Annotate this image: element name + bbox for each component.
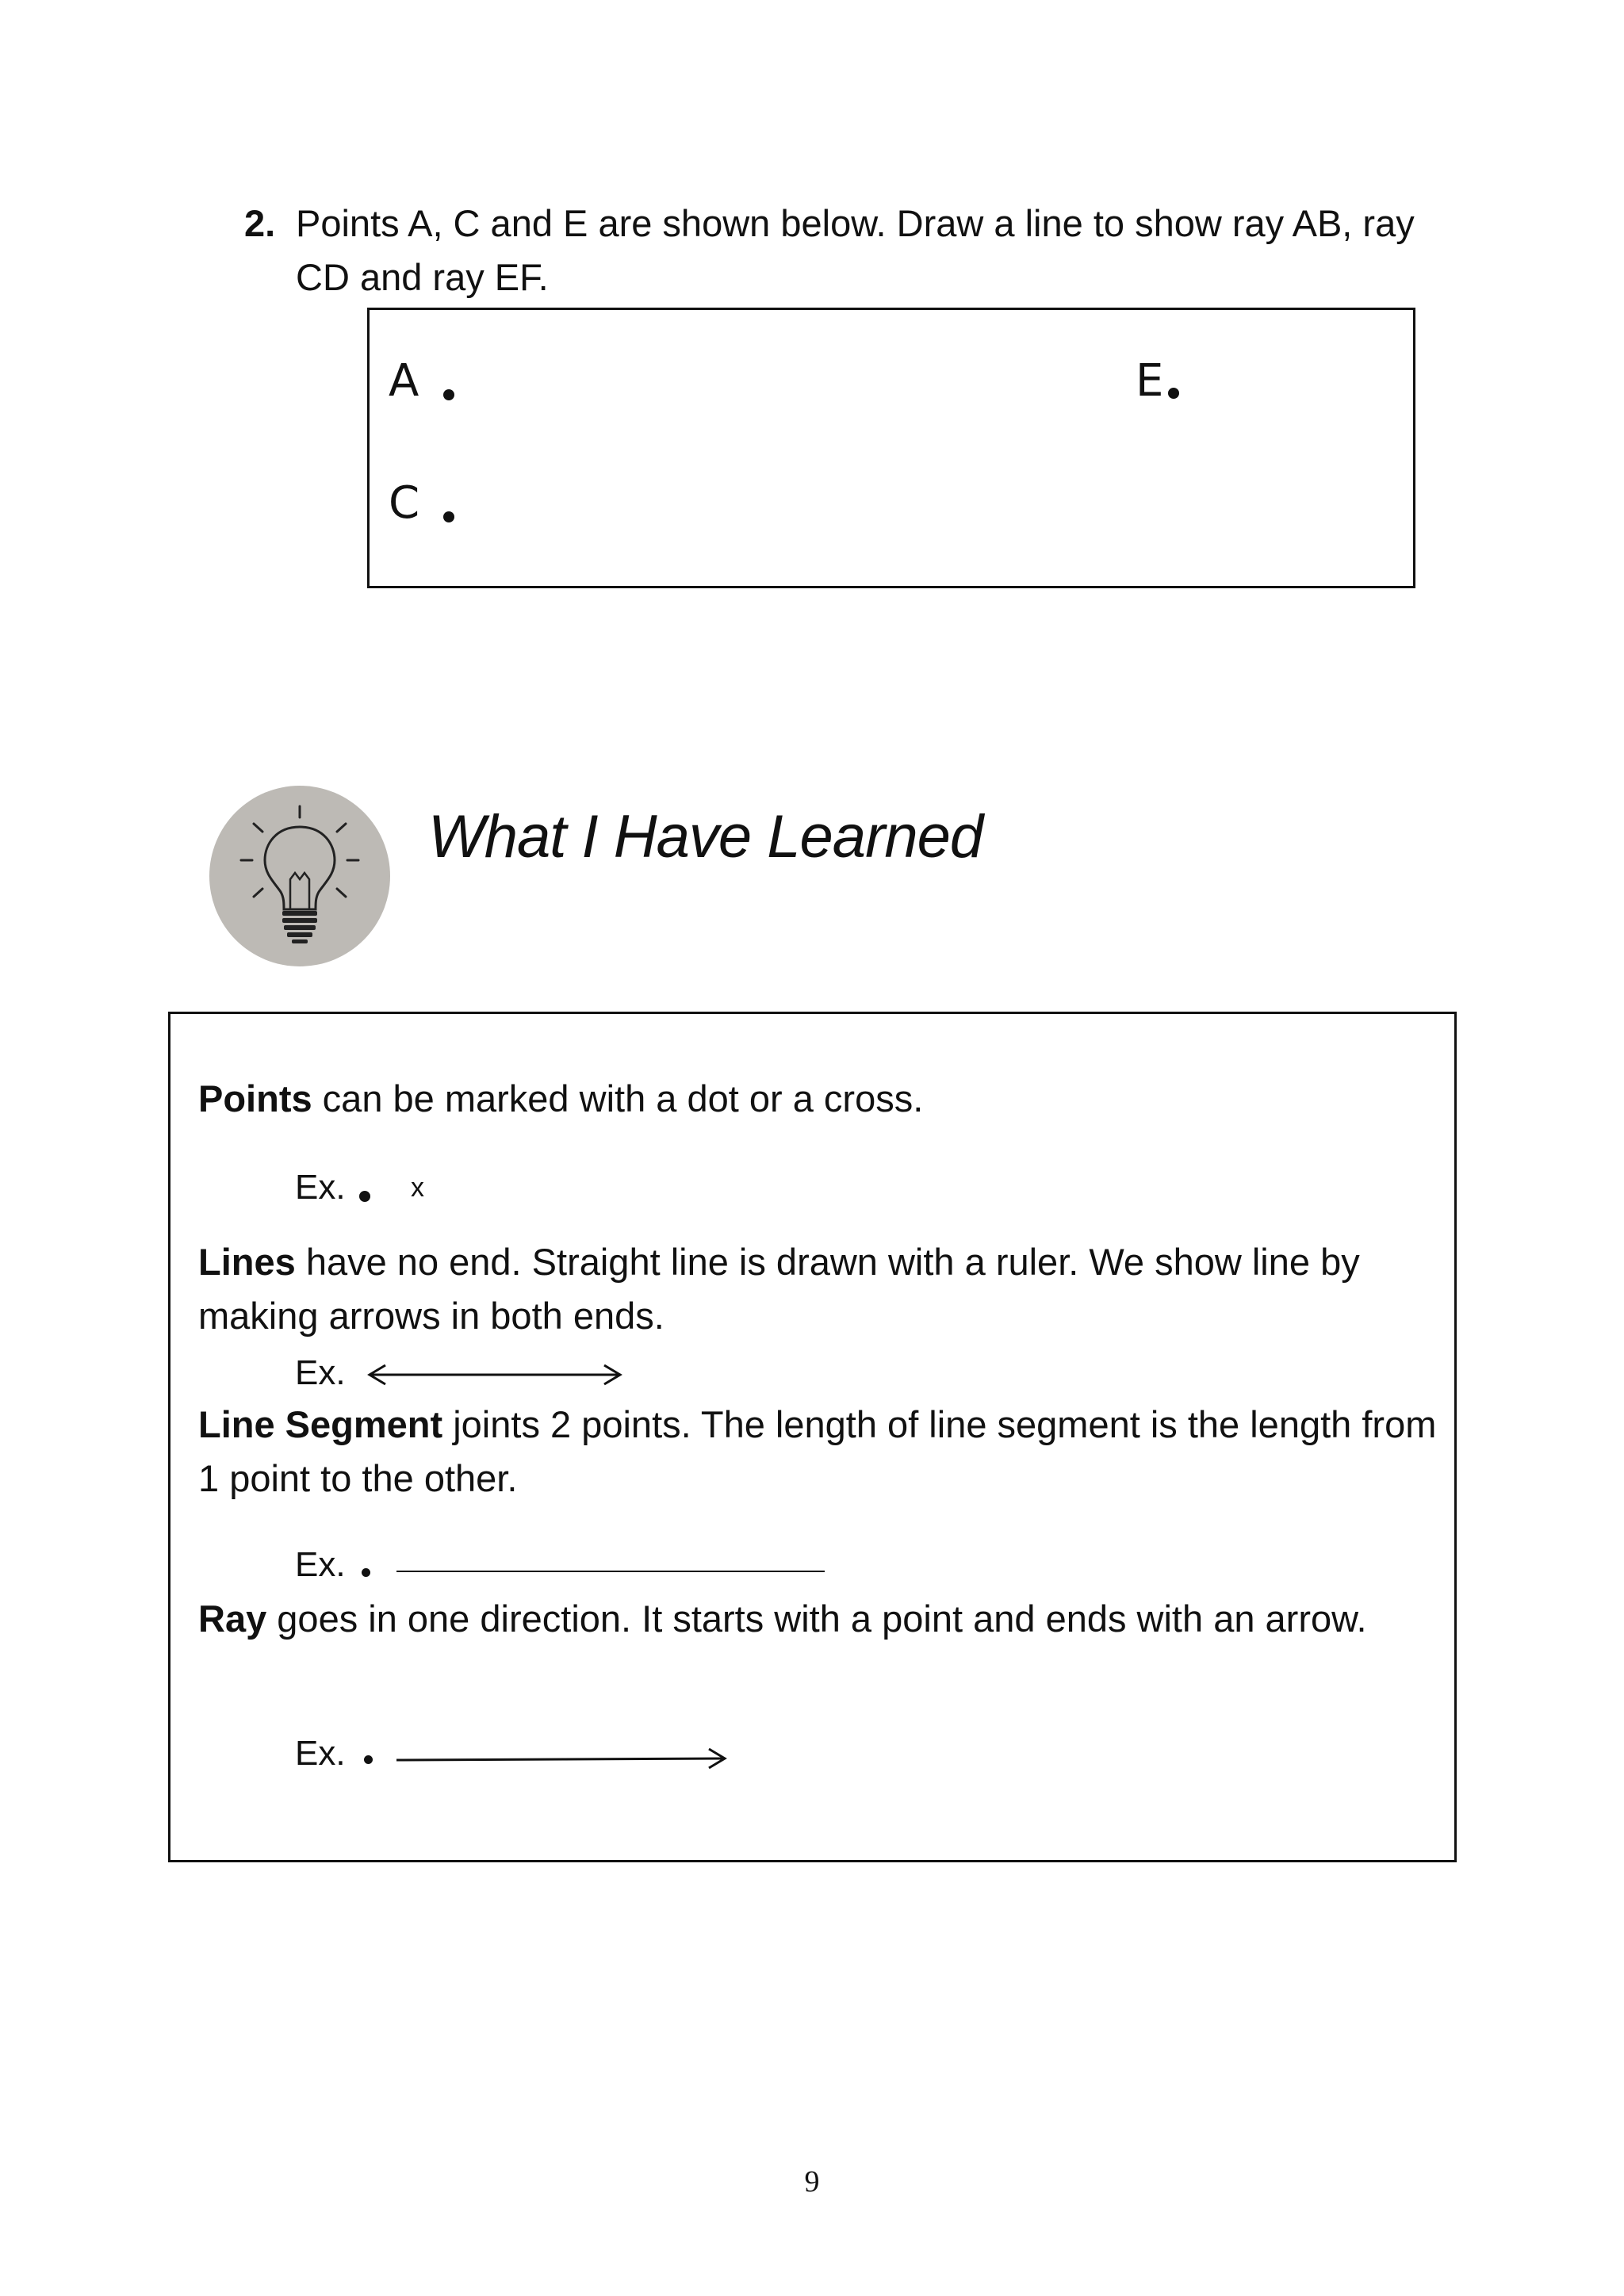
point-e-label: E (1136, 355, 1164, 407)
segment-example-label: Ex. (295, 1545, 346, 1584)
lines-text: have no end. Straight line is drawn with a ruler. We show line by making arrows in both ends. (198, 1241, 1360, 1337)
drawing-box[interactable] (367, 308, 1415, 588)
segment-paragraph (198, 1398, 1443, 1506)
segment-start-dot (362, 1568, 370, 1577)
question-text: Points A, C and E are shown below. Draw a line to show ray AB, ray CD and ray EF. (296, 202, 1415, 298)
example-cross: x (411, 1173, 424, 1203)
section-title: What I Have Learned (428, 803, 983, 871)
ray-paragraph (198, 1592, 1443, 1646)
ray-text: goes in one direction. It starts with a point and ends with an arrow. (266, 1598, 1367, 1640)
line-example-arrows (365, 1360, 626, 1389)
points-paragraph (198, 1072, 1443, 1126)
point-c-label: C (389, 477, 420, 529)
points-example-label: Ex. (295, 1168, 346, 1207)
lines-term: Lines (198, 1241, 296, 1283)
lines-paragraph (198, 1235, 1443, 1343)
point-e-dot (1168, 388, 1179, 399)
ray-start-dot (364, 1755, 373, 1764)
points-term: Points (198, 1077, 312, 1119)
example-dot (359, 1191, 370, 1202)
segment-text: joints 2 points. The length of line segment is the length from 1 point to the other. (198, 1403, 1437, 1499)
lines-example-label: Ex. (295, 1353, 346, 1392)
segment-term: Line Segment (198, 1403, 443, 1445)
ray-example-label: Ex. (295, 1734, 346, 1773)
ray-term: Ray (198, 1598, 267, 1640)
point-a-label: A (389, 355, 419, 407)
point-c-dot (443, 511, 454, 522)
lightbulb-icon (203, 781, 396, 971)
point-a-dot (443, 389, 454, 400)
ray-example-arrow (393, 1744, 730, 1773)
segment-example-line (396, 1571, 825, 1572)
question-number: 2. (244, 202, 276, 244)
page-number: 9 (804, 2165, 820, 2198)
points-text: can be marked with a dot or a cross. (312, 1077, 924, 1119)
